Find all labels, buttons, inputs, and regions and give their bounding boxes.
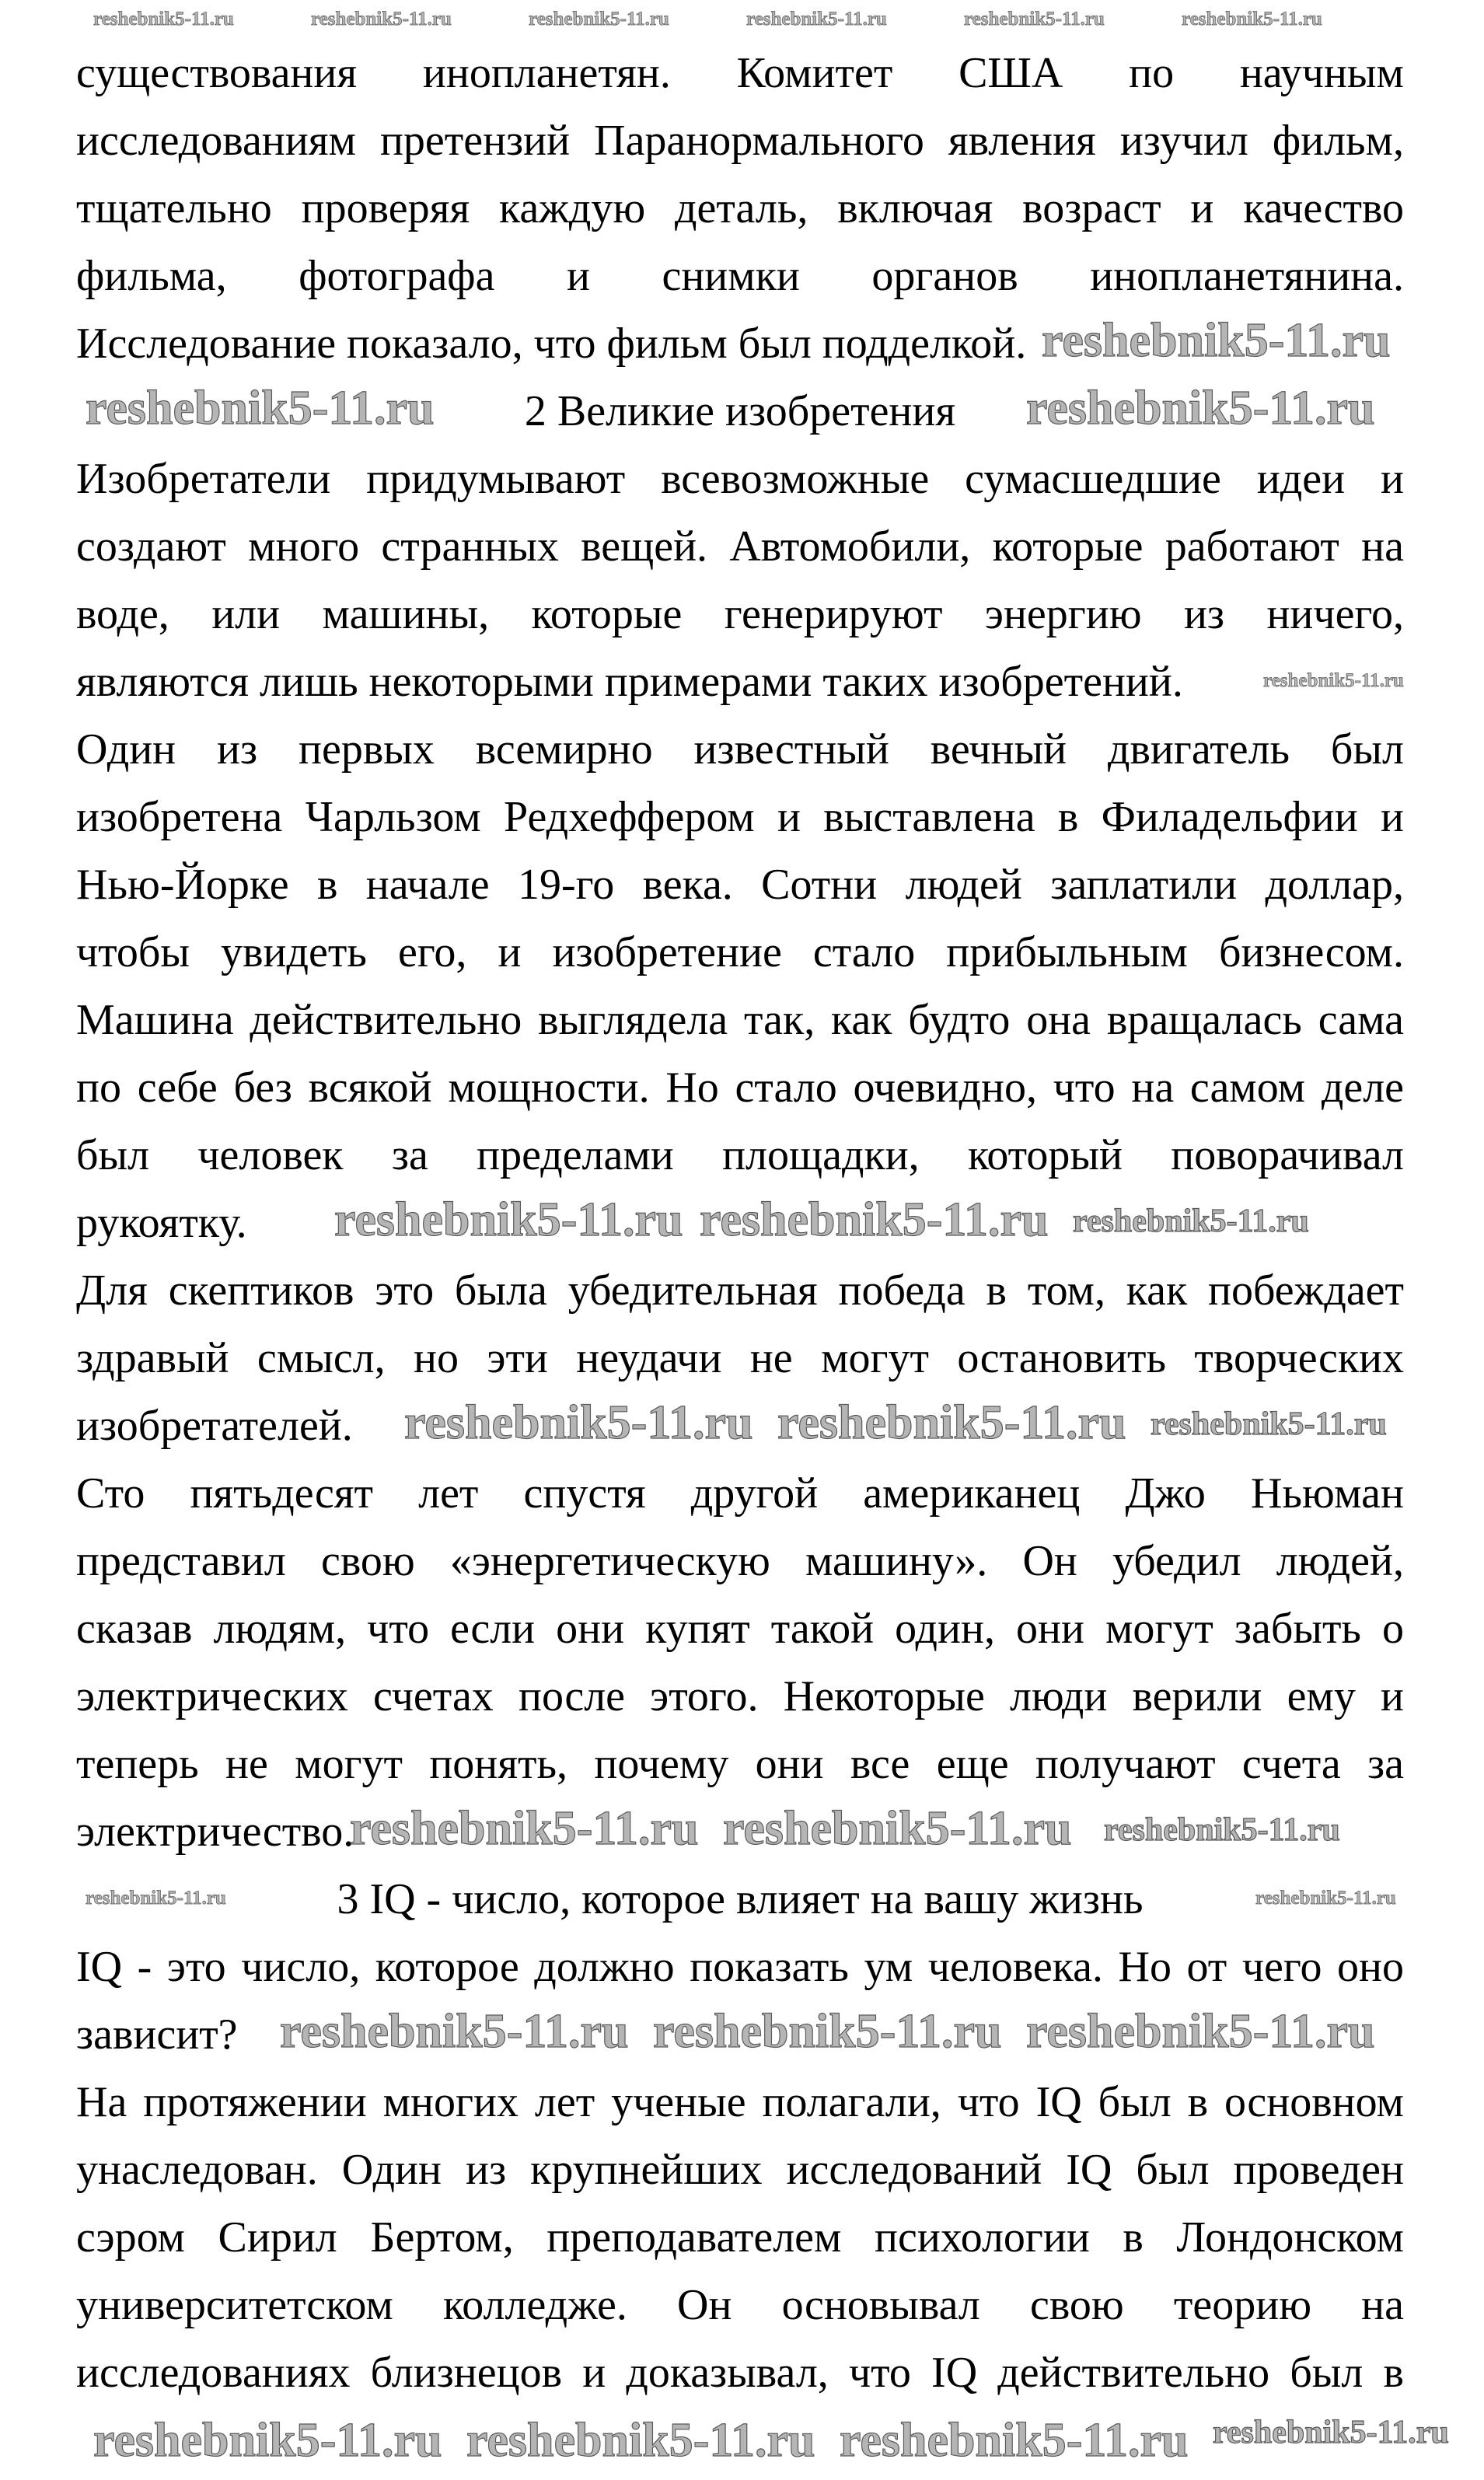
paragraph-line: изобретателей.: [76, 1402, 353, 1450]
paragraph-line: Исследование показало, что фильм был подделкой.: [76, 320, 1027, 368]
paragraph-line: Нью-Йорке в начале 19-го века. Сотни людей заплатили доллар,: [76, 861, 1404, 909]
paragraph-line: университетском колледже. Он основывал свою теорию на: [76, 2281, 1404, 2329]
watermark-text: reshebnik5-11.ru: [466, 2414, 815, 2467]
paragraph-line: электричество.: [76, 1808, 354, 1856]
paragraph-line: представил свою «энергетическую машину». Он убедил людей,: [76, 1537, 1404, 1585]
paragraph-line: теперь не могут понять, почему они все еще получают счета за: [76, 1740, 1404, 1788]
watermark-text: reshebnik5-11.ru: [93, 9, 234, 30]
watermark-text: reshebnik5-11.ru: [777, 1396, 1126, 1449]
section-heading: 3 IQ - число, которое влияет на вашу жизнь: [337, 1875, 1144, 1923]
watermark-text: reshebnik5-11.ru: [964, 9, 1105, 30]
watermark-text: reshebnik5-11.ru: [723, 1802, 1072, 1855]
paragraph-line: рукоятку.: [76, 1199, 247, 1247]
watermark-text: reshebnik5-11.ru: [350, 1802, 699, 1855]
watermark-text: reshebnik5-11.ru: [653, 2005, 1002, 2058]
paragraph-line: тщательно проверяя каждую деталь, включая возраст и качество: [76, 184, 1404, 232]
paragraph-line: был человек за пределами площадки, который поворачивал: [76, 1131, 1404, 1179]
paragraph-line: существования инопланетян. Комитет США по научным: [76, 49, 1404, 97]
watermark-text: reshebnik5-11.ru: [93, 2414, 442, 2467]
watermark-text: reshebnik5-11.ru: [1151, 1406, 1387, 1442]
paragraph-line: здравый смысл, но эти неудачи не могут остановить творческих: [76, 1334, 1404, 1382]
watermark-text: reshebnik5-11.ru: [404, 1396, 753, 1449]
paragraph-line: Сто пятьдесят лет спустя другой американец Джо Ньюман: [76, 1469, 1404, 1518]
watermark-text: reshebnik5-11.ru: [529, 9, 669, 30]
paragraph-line: фильма, фотографа и снимки органов инопланетянина.: [76, 252, 1404, 300]
paragraph-line: создают много странных вещей. Автомобили, которые работают на: [76, 522, 1404, 571]
paragraph-line: изобретена Чарльзом Редхеффером и выставлена в Филадельфии и: [76, 793, 1404, 841]
watermark-text: reshebnik5-11.ru: [280, 2005, 629, 2058]
watermark-text: reshebnik5-11.ru: [1255, 1888, 1396, 1909]
paragraph-line: унаследован. Один из крупнейших исследований IQ был проведен: [76, 2146, 1404, 2194]
watermark-text: reshebnik5-11.ru: [1182, 9, 1322, 30]
watermark-text: reshebnik5-11.ru: [1073, 1203, 1309, 1239]
watermark-text: reshebnik5-11.ru: [1026, 2005, 1375, 2058]
watermark-text: reshebnik5-11.ru: [311, 9, 452, 30]
paragraph-line: IQ - это число, которое должно показать ум человека. Но от чего оно: [76, 1943, 1404, 1991]
watermark-text: reshebnik5-11.ru: [1042, 314, 1391, 367]
watermark-text: reshebnik5-11.ru: [86, 1888, 226, 1909]
paragraph-line: являются лишь некоторыми примерами таких изобретений.: [76, 658, 1183, 706]
paragraph-line: Один из первых всемирно известный вечный двигатель был: [76, 725, 1404, 774]
paragraph-line: Изобретатели придумывают всевозможные сумасшедшие идеи и: [76, 455, 1404, 503]
paragraph-line: сэром Сирил Бертом, преподавателем психологии в Лондонском: [76, 2213, 1404, 2262]
watermark-text: reshebnik5-11.ru: [1104, 1812, 1340, 1848]
paragraph-line: воде, или машины, которые генерируют энергию из ничего,: [76, 590, 1404, 638]
paragraph-line: Для скептиков это была убедительная победа в том, как побеждает: [76, 1266, 1404, 1315]
paragraph-line: Машина действительно выглядела так, как будто она вращалась сама: [76, 996, 1404, 1044]
watermark-text: reshebnik5-11.ru: [840, 2414, 1189, 2467]
paragraph-line: сказав людям, что если они купят такой один, они могут забыть о: [76, 1605, 1404, 1653]
paragraph-line: исследованиях близнецов и доказывал, что IQ действительно был в: [76, 2349, 1404, 2397]
watermark-text: reshebnik5-11.ru: [86, 382, 435, 435]
watermark-text: reshebnik5-11.ru: [1026, 382, 1375, 435]
watermark-text: reshebnik5-11.ru: [700, 1193, 1049, 1246]
paragraph-line: На протяжении многих лет ученые полагали, что IQ был в основном: [76, 2078, 1404, 2126]
paragraph-line: чтобы увидеть его, и изобретение стало прибыльным бизнесом.: [76, 928, 1404, 976]
paragraph-line: зависит?: [76, 2010, 238, 2059]
paragraph-line: по себе без всякой мощности. Но стало очевидно, что на самом деле: [76, 1064, 1404, 1112]
watermark-text: reshebnik5-11.ru: [1263, 670, 1404, 691]
watermark-text: reshebnik5-11.ru: [1213, 2415, 1449, 2450]
paragraph-line: исследованиям претензий Паранормального явления изучил фильм,: [76, 117, 1404, 165]
paragraph-line: электрических счетах после этого. Некоторые люди верили ему и: [76, 1672, 1404, 1720]
watermark-text: reshebnik5-11.ru: [334, 1193, 683, 1246]
watermark-text: reshebnik5-11.ru: [746, 9, 887, 30]
section-heading: 2 Великие изобретения: [524, 387, 956, 435]
